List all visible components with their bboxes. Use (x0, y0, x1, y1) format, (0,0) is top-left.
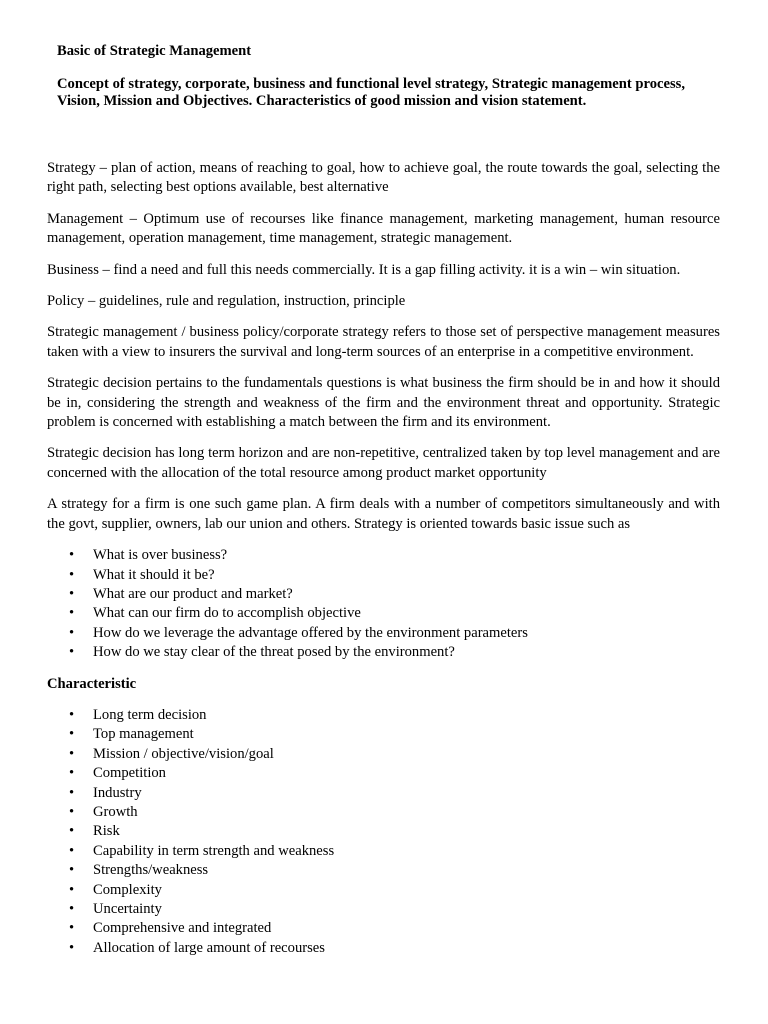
list-item-text: What it should it be? (93, 566, 215, 583)
list-item-text: Allocation of large amount of recourses (93, 939, 325, 956)
list-item (47, 881, 720, 900)
list-item (47, 900, 720, 919)
list-item-text: Uncertainty (93, 901, 162, 917)
bullet-icon: • (69, 823, 75, 840)
document-title: Basic of Strategic Management (57, 43, 252, 59)
list-item-text: Risk (93, 823, 120, 840)
list-item-text: Top management (93, 726, 194, 743)
bullet-icon: • (69, 901, 75, 917)
bullet-icon: • (69, 605, 75, 622)
bullet-icon: • (69, 726, 75, 743)
list-item (47, 939, 720, 958)
list-item-text: Comprehensive and integrated (93, 920, 272, 937)
list-item (47, 745, 720, 764)
list-item (47, 585, 720, 604)
list-item-text: Strengths/weakness (93, 862, 209, 879)
bullet-icon: • (69, 881, 75, 898)
bullet-icon: • (69, 939, 75, 956)
list-item-text: Competition (93, 765, 166, 782)
list-item (47, 624, 720, 643)
bullet-icon: • (69, 644, 75, 661)
paragraph-long-term-horizon: Strategic decision has long term horizon and are non-repetitive, centralized taken by top level management and are concerned with the allocation of the total resource among product market opportunity (47, 445, 720, 481)
list-item (47, 919, 720, 938)
bullet-icon: • (69, 784, 75, 801)
document-subtitle: Concept of strategy, corporate, business and functional level strategy, Strategic management process, Vision, Mission and Objectives. Characteristics of good mission and vision statement. (57, 76, 685, 109)
list-item-text: What can our firm do to accomplish objective (93, 605, 361, 622)
paragraph-strategic-decision: Strategic decision pertains to the fundamentals questions is what business the firm should be in and how it should be in, considering the strength and weakness of the firm and the environment threat and opportunity. Strategic problem is concerned with establishing a match between the firm and its environment. (47, 375, 720, 431)
list-item (47, 822, 720, 841)
document-body (47, 159, 720, 970)
bullet-icon: • (69, 566, 75, 583)
list-item (47, 604, 720, 623)
paragraph-strategic-management: Strategic management / business policy/corporate strategy refers to those set of perspective management measures taken with a view to insurers the survival and long-term sources of an enterprise in a competitive environment. (47, 324, 720, 360)
list-item (47, 784, 720, 803)
paragraph-management: Management – Optimum use of recourses like finance management, marketing management, human resource management, operation management, time management, strategic management. (47, 210, 720, 247)
bullet-icon: • (69, 706, 75, 723)
list-item-text: Long term decision (93, 706, 207, 723)
paragraph-strategy: Strategy – plan of action, means of reaching to goal, how to achieve goal, the route towards the goal, selecting the right path, selecting best options available, best alternative (47, 160, 720, 196)
characteristics-list (47, 706, 720, 958)
bullet-icon: • (69, 920, 75, 937)
list-item (47, 546, 720, 565)
list-item (47, 706, 720, 725)
list-item-text: What are our product and market? (93, 585, 293, 602)
list-item (47, 803, 720, 822)
list-item (47, 643, 720, 662)
list-item (47, 842, 720, 861)
bullet-icon: • (69, 624, 75, 641)
bullet-icon: • (69, 547, 75, 564)
list-item (47, 861, 720, 880)
questions-list (47, 546, 720, 662)
list-item-text: How do we stay clear of the threat posed by the environment? (93, 644, 455, 661)
list-item-text: What is over business? (93, 547, 228, 564)
paragraph-policy: Policy – guidelines, rule and regulation, instruction, principle (47, 293, 406, 310)
list-item (47, 725, 720, 744)
list-item-text: Industry (93, 784, 142, 801)
paragraph-business: Business – find a need and full this needs commercially. It is a gap filling activity. it is a win – win situation. (47, 261, 681, 278)
bullet-icon: • (69, 803, 75, 820)
list-item-text: Growth (93, 803, 138, 820)
bullet-icon: • (69, 585, 75, 602)
list-item (47, 566, 720, 585)
bullet-icon: • (69, 765, 75, 782)
characteristic-heading: Characteristic (47, 675, 137, 692)
list-item (47, 764, 720, 783)
list-item-text: How do we leverage the advantage offered by the environment parameters (93, 624, 528, 641)
bullet-icon: • (69, 745, 75, 762)
list-item-text: Mission / objective/vision/goal (93, 745, 274, 762)
bullet-icon: • (69, 842, 75, 859)
list-item-text: Capability in term strength and weakness (93, 842, 335, 859)
list-item-text: Complexity (93, 881, 162, 898)
paragraph-game-plan: A strategy for a firm is one such game plan. A firm deals with a number of competitors simultaneously and with the govt, supplier, owners, lab our union and others. Strategy is oriented towards basic issue such as (47, 496, 720, 532)
bullet-icon: • (69, 862, 75, 879)
